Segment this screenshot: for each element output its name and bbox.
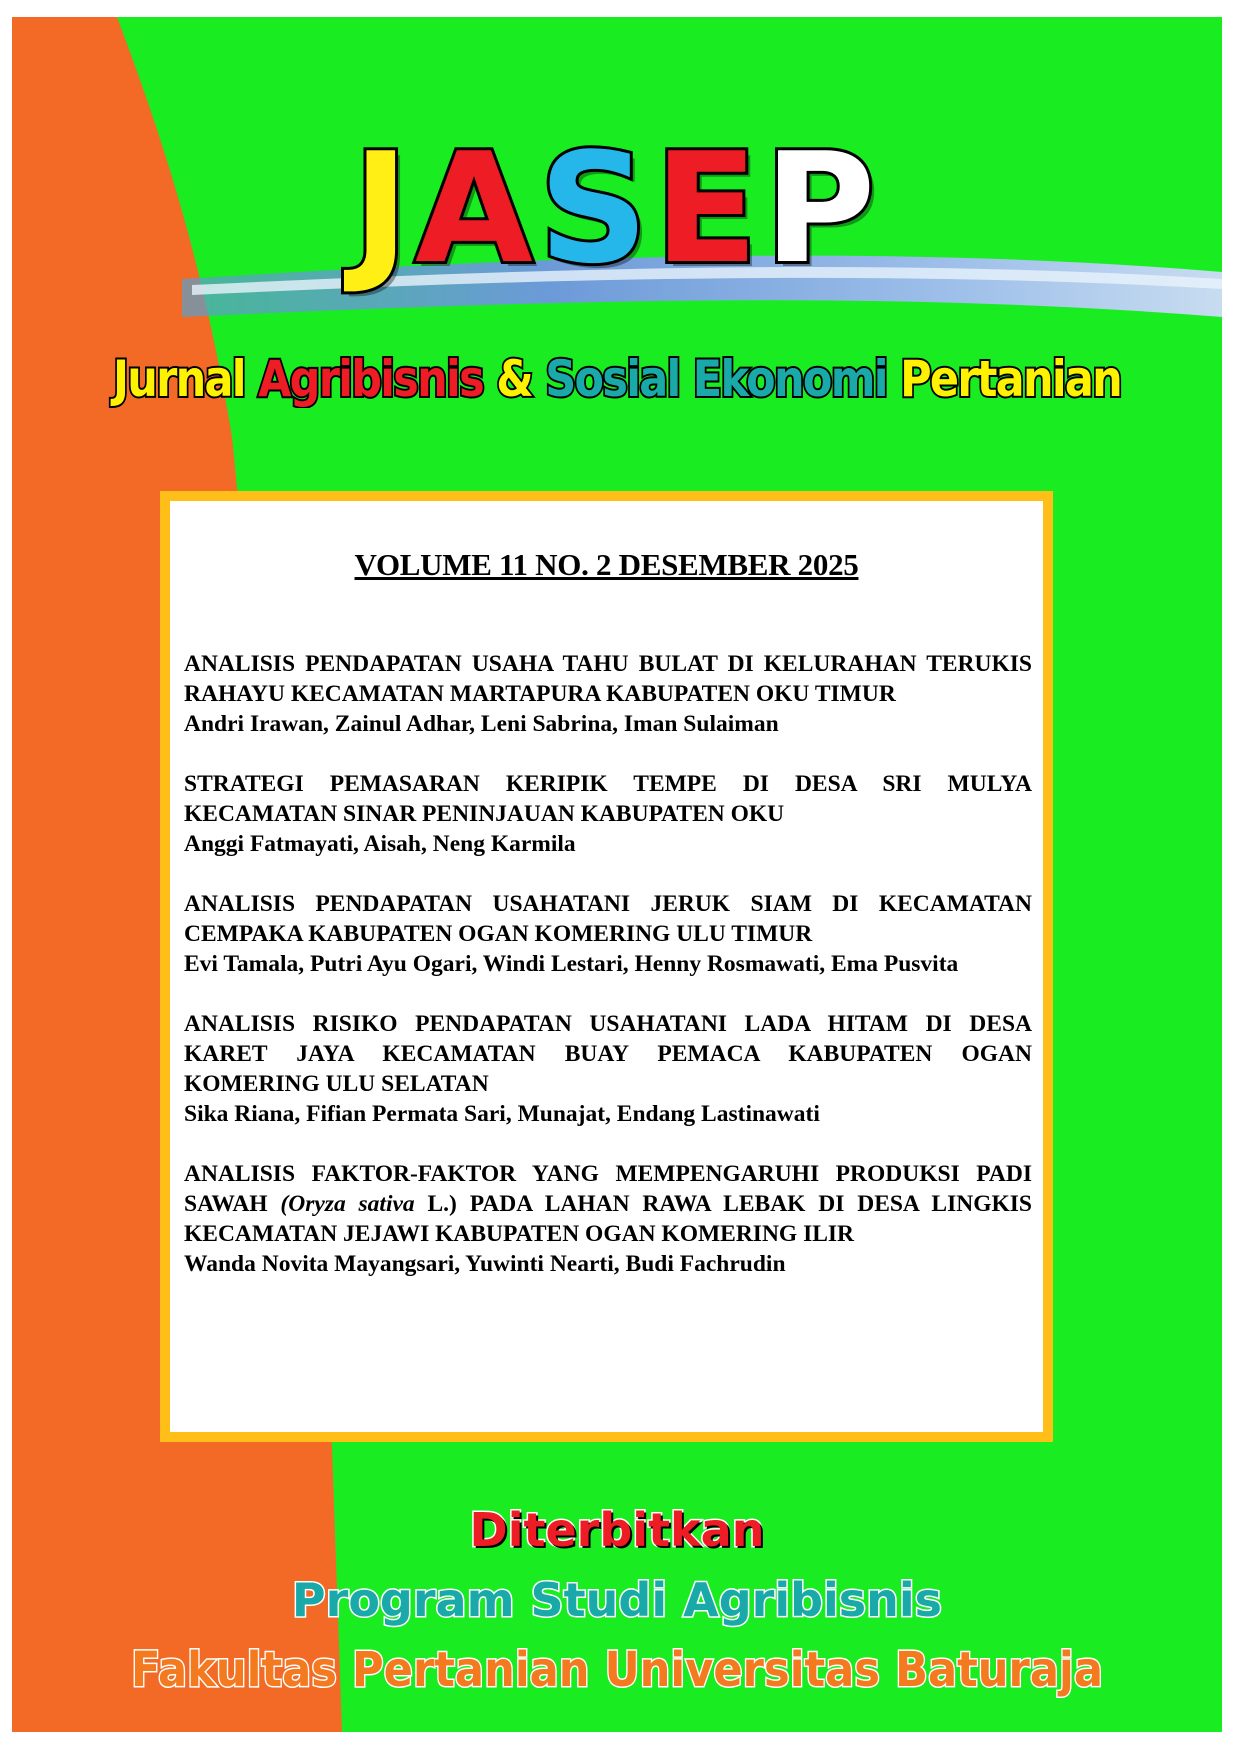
published-by-label: Diterbitkan [469,1503,765,1557]
subtitle-word-pertanian: Pertanian [900,350,1122,408]
article-authors: Evi Tamala, Putri Ayu Ogari, Windi Lestari, Henny Rosmawati, Ema Pusvita [184,951,959,977]
article-item [184,649,1032,739]
article-authors: Andri Irawan, Zainul Adhar, Leni Sabrina, Iman Sulaiman [184,711,779,737]
subtitle-word-jurnal: Jurnal [112,350,245,408]
article-title-end: L.) PADA LAHAN RAWA LEBAK DI DESA LINGKIS KECAMATAN JEJAWI KABUPATEN OGAN KOMERING ILIR [184,1191,1032,1247]
study-program-name: Program Studi Agribisnis [291,1573,943,1627]
article-item [184,1159,1032,1279]
table-of-contents-box [160,491,1053,1442]
article-title [184,1159,1032,1249]
logo-letter-s: S [538,120,655,297]
volume-heading: VOLUME 11 NO. 2 DESEMBER 2025 [354,547,859,582]
faculty-university-name: Fakultas Pertanian Universitas Baturaja [131,1642,1103,1698]
article-item [184,1009,1032,1129]
subtitle-word-sosial-ekonomi: Sosial Ekonomi [545,350,887,408]
article-title: ANALISIS PENDAPATAN USAHATANI JERUK SIAM DI KECAMATAN CEMPAKA KABUPATEN OGAN KOMERING ULU TIMUR [184,891,1032,947]
article-list [184,649,1032,1309]
article-item [184,769,1032,859]
subtitle-ampersand: & [496,350,533,408]
article-title-scientific-name: (Oryza sativa [280,1191,415,1217]
article-title-start: ANALISIS FAKTOR-FAKTOR YANG MEMPENGARUHI PRODUKSI PADI SAWAH [184,1161,1032,1217]
logo-letter-a: A [415,120,539,297]
journal-full-name [97,339,1138,419]
journal-cover [12,17,1222,1732]
journal-logo [12,120,1222,297]
publisher-block [12,1495,1222,1705]
article-title: STRATEGI PEMASARAN KERIPIK TEMPE DI DESA SRI MULYA KECAMATAN SINAR PENINJAUAN KABUPATEN OKU [184,771,1032,827]
article-authors: Wanda Novita Mayangsari, Yuwinti Nearti, Budi Fachrudin [184,1251,786,1277]
article-title: ANALISIS RISIKO PENDAPATAN USAHATANI LADA HITAM DI DESA KARET JAYA KECAMATAN BUAY PEMACA KABUPATEN OGAN KOMERING ULU SELATAN [184,1011,1032,1097]
logo-letter-p: P [764,120,882,297]
article-authors: Sika Riana, Fifian Permata Sari, Munajat, Endang Lastinawati [184,1101,820,1127]
logo-letter-e: E [654,120,765,297]
logo-letter-j: J [352,120,416,297]
article-title: ANALISIS PENDAPATAN USAHA TAHU BULAT DI KELURAHAN TERUKIS RAHAYU KECAMATAN MARTAPURA KABUPATEN OKU TIMUR [184,651,1032,707]
article-item [184,889,1032,979]
article-authors: Anggi Fatmayati, Aisah, Neng Karmila [184,831,576,857]
subtitle-word-agribisnis: Agribisnis [258,350,483,408]
